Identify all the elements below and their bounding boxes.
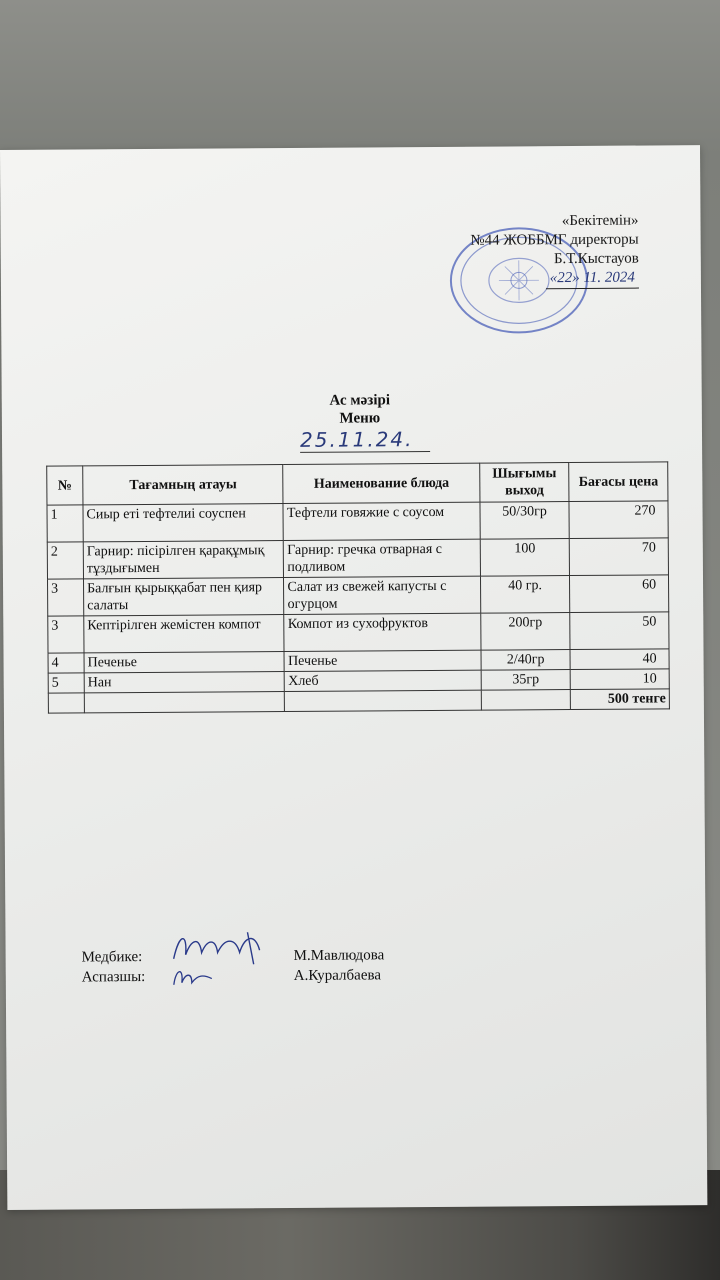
title-ru: Меню: [339, 410, 381, 427]
table-row: [47, 501, 668, 542]
cell-out: 2/40гр: [481, 650, 571, 671]
cell-price: 40: [570, 649, 669, 670]
header-ru: Наименование блюда: [283, 463, 480, 503]
cell-out: 200гр: [481, 613, 571, 651]
cook-role: Аспазшы:: [81, 969, 146, 986]
nurse-name: М.Мавлюдова: [293, 947, 385, 964]
cook-signature-icon: [170, 964, 220, 990]
cell-num: 1: [47, 505, 83, 542]
approval-director: Б.Т.Кыстауов: [553, 250, 639, 268]
cell-num: 5: [48, 673, 84, 693]
table-header-row: [47, 462, 668, 505]
cell-kz: Гарнир: пісірілген қарақұмық тұздығымен: [83, 541, 284, 579]
cell-num: 2: [47, 542, 83, 579]
table-row: [48, 612, 669, 653]
table-total-row: [48, 689, 669, 713]
approval-heading: «Бекітемін»: [561, 212, 639, 230]
cell-kz: Балғын қырыққабат пен қияр салаты: [83, 578, 284, 616]
cell-kz: Нан: [84, 672, 285, 693]
cell-num: 3: [48, 616, 84, 653]
cell-kz: Сиыр еті тефтелиі соуспен: [83, 504, 284, 542]
cell-price: 50: [570, 612, 669, 650]
cell-ru: Компот из сухофруктов: [284, 613, 481, 651]
cell-num: 4: [48, 653, 84, 673]
approval-school: №44 ЖОББМГ директоры: [470, 231, 639, 249]
header-price: Бағасы цена: [569, 462, 668, 502]
cell-ru: Тефтели говяжие с соусом: [283, 502, 480, 540]
menu-table: [46, 461, 670, 713]
cell-price: 70: [570, 538, 669, 576]
cell-num: 3: [47, 579, 83, 616]
handwritten-date: 25.11.24.: [300, 427, 430, 453]
header-num: №: [47, 466, 83, 505]
cell-kz: Кептірілген жемістен компот: [84, 615, 285, 653]
cook-name: А.Куралбаева: [293, 967, 382, 984]
title-block: [2, 389, 720, 430]
cell-price: 10: [570, 669, 669, 690]
cell-ru: Салат из свежей капусты с огурцом: [284, 576, 481, 614]
cell-out: 100: [480, 539, 570, 577]
cell-ru: Гарнир: гречка отварная с подливом: [284, 539, 481, 577]
cell-out: 35гр: [481, 670, 571, 691]
cell-ru: Хлеб: [285, 670, 482, 691]
menu-document: [0, 145, 707, 1210]
table-row: [47, 538, 668, 579]
cell-price: 270: [569, 501, 668, 539]
approval-block: [398, 212, 639, 291]
cell-ru: Печенье: [284, 650, 481, 671]
header-out: Шығымы выход: [480, 463, 570, 503]
cell-out: 40 гр.: [480, 576, 570, 614]
table-row: [47, 575, 668, 616]
total-price: 500 тенге: [571, 689, 670, 710]
header-kz: Тағамның атауы: [83, 465, 284, 505]
approval-date: «22» 11. 2024: [546, 269, 639, 290]
nurse-role: Медбике:: [81, 949, 143, 966]
cell-out: 50/30гр: [480, 502, 570, 540]
cell-kz: Печенье: [84, 652, 285, 673]
title-kz: Ас мәзірі: [329, 392, 391, 409]
cell-price: 60: [570, 575, 669, 613]
nurse-signature-icon: [169, 928, 279, 969]
